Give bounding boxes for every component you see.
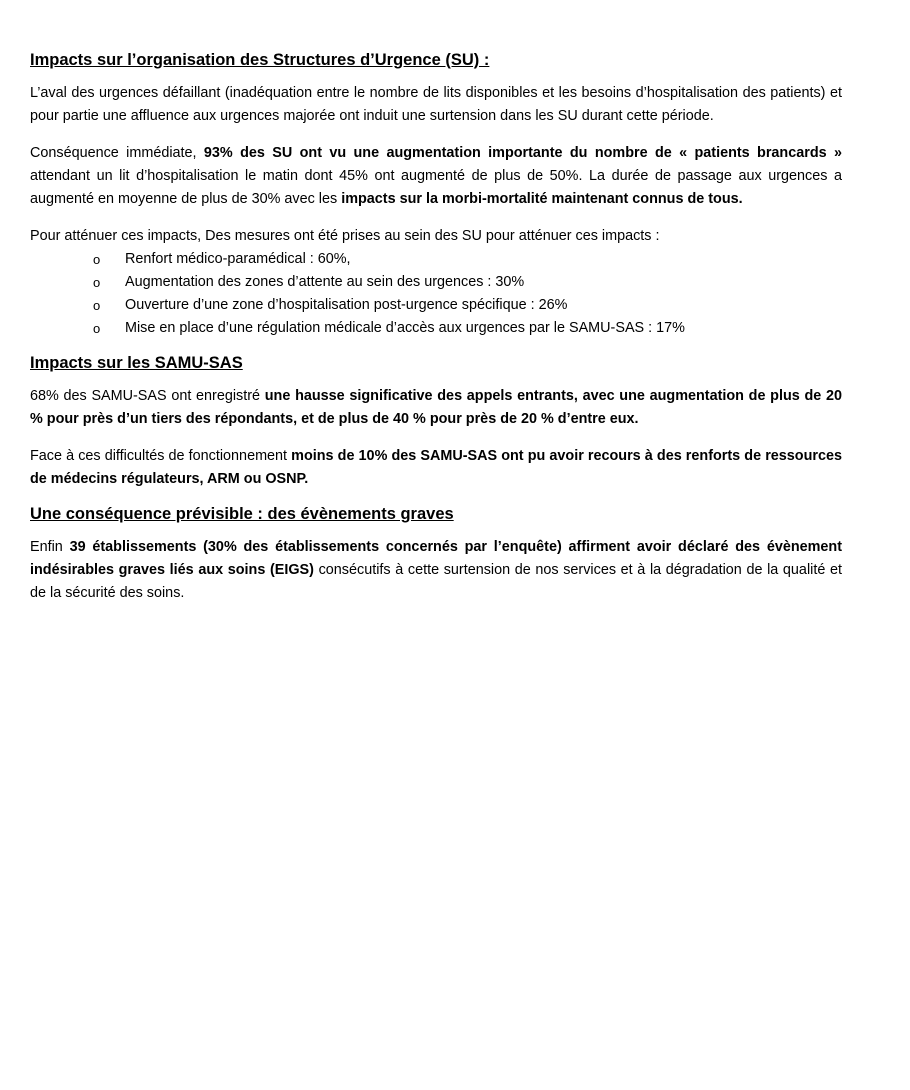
paragraph-renforts	[30, 445, 842, 491]
bold-run: moins de 10% des SAMU-SAS ont pu avoir recours à des renforts de ressources de médecins régulateurs, ARM ou OSNP.	[30, 448, 842, 487]
section-heading-evenements: Une conséquence prévisible : des évènements graves	[30, 505, 454, 523]
text-run: Enfin	[30, 539, 70, 555]
text-run: attendant un lit d’hospitalisation le matin dont 45% ont augmenté de plus de 50%. La durée de passage aux urgences a augmenté en moyenne de plus de 30% avec les	[30, 168, 842, 207]
text-run: consécutifs à cette surtension de nos services et à la dégradation de la qualité et de la sécurité des soins.	[30, 562, 842, 601]
paragraph-consequence-immediate	[30, 142, 842, 211]
text-run: 68% des SAMU-SAS ont enregistré	[30, 388, 265, 404]
circle-bullet-icon: o	[93, 298, 101, 313]
document-page	[30, 46, 842, 605]
bold-run: impacts sur la morbi-mortalité maintenant connus de tous.	[341, 191, 743, 207]
list-item-text: Augmentation des zones d’attente au sein des urgences : 30%	[125, 274, 525, 290]
paragraph-aval-urgences: L’aval des urgences défaillant (inadéquation entre le nombre de lits disponibles et les besoins d’hospitalisation des patients) et pour partie une affluence aux urgences majorée ont induit une surtension dans les SU durant cette période.	[30, 85, 842, 124]
bold-run: 93% des SU ont vu une augmentation importante du nombre de « patients brancards »	[203, 145, 842, 161]
list-item	[30, 317, 842, 340]
list-item	[30, 248, 842, 271]
paragraph-eigs	[30, 536, 842, 605]
text-run: Conséquence immédiate,	[30, 145, 204, 161]
paragraph-appels-entrants	[30, 385, 842, 431]
list-item-text: Renfort médico-paramédical : 60%,	[125, 251, 351, 267]
circle-bullet-icon: o	[93, 275, 101, 290]
list-item-text: Ouverture d’une zone d’hospitalisation post-urgence spécifique : 26%	[125, 297, 568, 313]
paragraph-mesures-intro: Pour atténuer ces impacts, Des mesures ont été prises au sein des SU pour atténuer ces impacts :	[30, 228, 660, 244]
list-item	[30, 271, 842, 294]
circle-bullet-icon: o	[93, 252, 101, 267]
list-item	[30, 294, 842, 317]
bold-run: 39 établissements (30% des établissements concernés par l’enquête) affirment avoir déclaré des évènement indésirables graves liés aux soins (EIGS)	[30, 539, 842, 578]
section-heading-samu: Impacts sur les SAMU-SAS	[30, 354, 243, 372]
text-run: Face à ces difficultés de fonctionnement	[30, 448, 292, 464]
section-heading-su: Impacts sur l’organisation des Structures d’Urgence (SU) :	[30, 51, 490, 69]
measures-list	[30, 248, 842, 340]
list-item-text: Mise en place d’une régulation médicale d’accès aux urgences par le SAMU-SAS : 17%	[125, 320, 685, 336]
bold-run: une hausse significative des appels entrants, avec une augmentation de plus de 20 % pour près d’un tiers des répondants, et de plus de 40 % pour près de 20 % d’entre eux.	[30, 388, 842, 427]
circle-bullet-icon: o	[93, 321, 101, 336]
